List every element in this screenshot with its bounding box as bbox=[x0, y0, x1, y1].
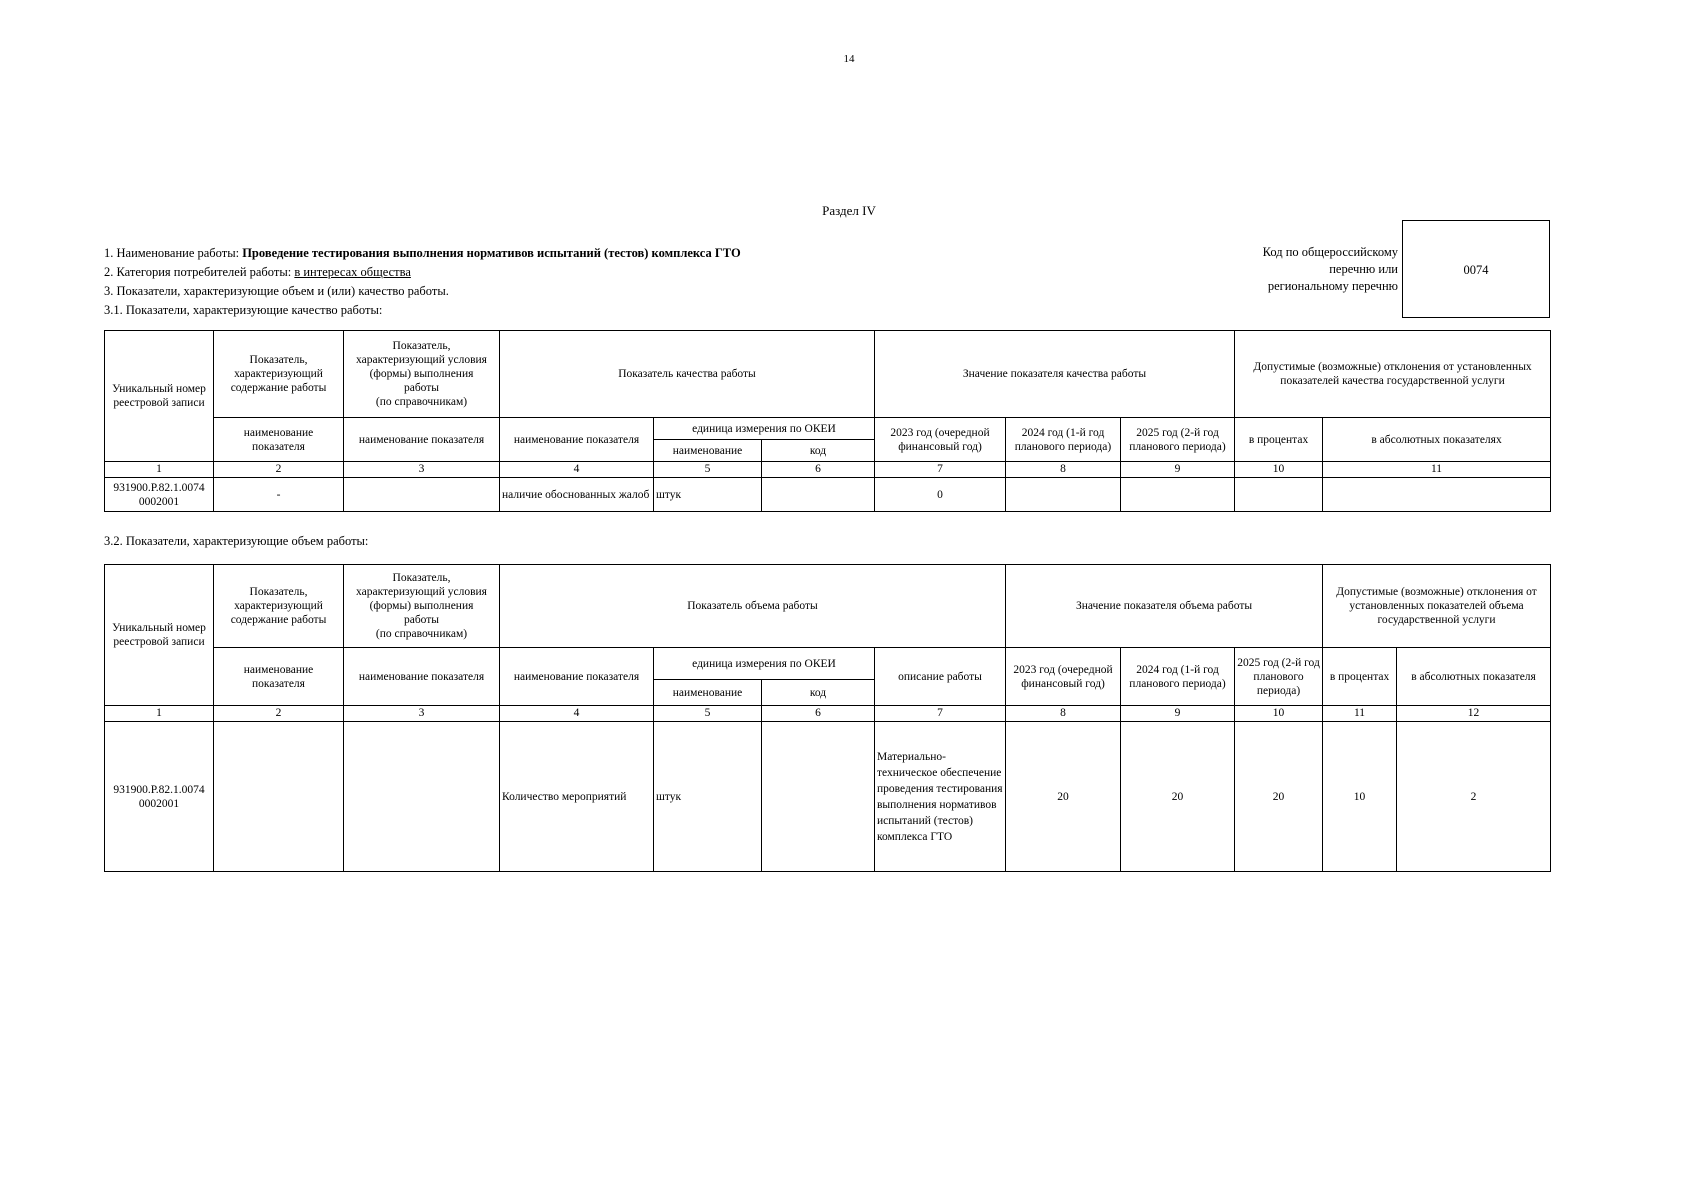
cell-indicator-name: Количество мероприятий bbox=[500, 722, 654, 872]
header-percent: в процентах bbox=[1235, 418, 1323, 462]
header-deviation: Допустимые (возможные) отклонения от установленных показателей качества государственной услуги bbox=[1235, 331, 1551, 418]
header-year-2025: 2025 год (2-й год планового периода) bbox=[1121, 418, 1235, 462]
cell-value-2025: 20 bbox=[1235, 722, 1323, 872]
page-number: 14 bbox=[843, 53, 855, 65]
header-indicator-name: наименование показателя bbox=[500, 418, 654, 462]
header-year-2024: 2024 год (1-й год планового периода) bbox=[1121, 648, 1235, 706]
cell-conditions bbox=[344, 478, 500, 512]
cell-value-2025 bbox=[1121, 478, 1235, 512]
header-indicator-name: наименование показателя bbox=[500, 648, 654, 706]
cell-unit-code bbox=[762, 478, 875, 512]
work-name-line bbox=[104, 246, 741, 261]
header-year-2024: 2024 год (1-й год планового периода) bbox=[1006, 418, 1121, 462]
header-okei-code: код bbox=[762, 680, 875, 706]
indicators-heading: 3. Показатели, характеризующие объем и (или) качество работы. bbox=[104, 284, 449, 298]
cell-percent: 10 bbox=[1323, 722, 1397, 872]
cell-absolute bbox=[1323, 478, 1551, 512]
header-content-indicator: Показатель, характеризующий содержание работы bbox=[214, 331, 344, 418]
registry-code-label: Код по общероссийскому перечню или региональному перечню bbox=[1262, 245, 1398, 293]
quality-indicators-table bbox=[104, 330, 1551, 512]
cell-unit-name: штук bbox=[654, 478, 762, 512]
header-conditions-indicator: Показатель, характеризующий условия (формы) выполнения работы (по справочникам) bbox=[344, 565, 500, 648]
header-work-description: описание работы bbox=[875, 648, 1006, 706]
table-row bbox=[105, 478, 1551, 512]
header-absolute: в абсолютных показателя bbox=[1397, 648, 1551, 706]
registry-code-value: 0074 bbox=[1463, 263, 1489, 277]
column-number-row: 1 2 3 4 5 6 7 8 9 10 11 bbox=[105, 462, 1551, 478]
header-volume-value: Значение показателя объема работы bbox=[1006, 565, 1323, 648]
header-year-2025: 2025 год (2-й год планового периода) bbox=[1235, 648, 1323, 706]
header-absolute: в абсолютных показателях bbox=[1323, 418, 1551, 462]
quality-indicators-heading: 3.1. Показатели, характеризующие качество работы: bbox=[104, 303, 383, 317]
header-percent: в процентах bbox=[1323, 648, 1397, 706]
consumer-category-label: 2. Категория потребителей работы: bbox=[104, 265, 295, 279]
cell-value-2023: 20 bbox=[1006, 722, 1121, 872]
cell-work-description: Материально-техническое обеспечение проведения тестирования выполнения нормативов испытаний (тестов) комплекса ГТО bbox=[875, 722, 1006, 872]
header-unique-number: Уникальный номер реестровой записи bbox=[105, 331, 214, 462]
header-okei-unit: единица измерения по ОКЕИ bbox=[654, 648, 875, 680]
cell-percent bbox=[1235, 478, 1323, 512]
column-number-row: 1 2 3 4 5 6 7 8 9 10 11 12 bbox=[105, 706, 1551, 722]
header-okei-code: код bbox=[762, 440, 875, 462]
header-quality-indicator: Показатель качества работы bbox=[500, 331, 875, 418]
cell-unit-code bbox=[762, 722, 875, 872]
cell-content bbox=[214, 722, 344, 872]
header-indicator-name: наименование показателя bbox=[344, 418, 500, 462]
work-name-label: 1. Наименование работы: bbox=[104, 246, 243, 260]
header-indicator-name: наименование показателя bbox=[214, 418, 344, 462]
header-indicator-name: наименование показателя bbox=[214, 648, 344, 706]
header-deviation: Допустимые (возможные) отклонения от установленных показателей объема государственной услуги bbox=[1323, 565, 1551, 648]
header-content-indicator: Показатель, характеризующий содержание работы bbox=[214, 565, 344, 648]
header-unique-number: Уникальный номер реестровой записи bbox=[105, 565, 214, 706]
cell-unique-number: 931900.Р.82.1.0074 0002001 bbox=[105, 722, 214, 872]
header-okei-name: наименование bbox=[654, 680, 762, 706]
table-row bbox=[105, 722, 1551, 872]
cell-value-2024: 20 bbox=[1121, 722, 1235, 872]
volume-indicators-heading: 3.2. Показатели, характеризующие объем работы: bbox=[104, 534, 369, 548]
header-okei-unit: единица измерения по ОКЕИ bbox=[654, 418, 875, 440]
cell-unique-number: 931900.Р.82.1.0074 0002001 bbox=[105, 478, 214, 512]
work-name-value: Проведение тестирования выполнения нормативов испытаний (тестов) комплекса ГТО bbox=[242, 246, 741, 260]
header-volume-indicator: Показатель объема работы bbox=[500, 565, 1006, 648]
cell-conditions bbox=[344, 722, 500, 872]
header-quality-value: Значение показателя качества работы bbox=[875, 331, 1235, 418]
cell-indicator-name: наличие обоснованных жалоб bbox=[500, 478, 654, 512]
cell-content: - bbox=[214, 478, 344, 512]
volume-indicators-table bbox=[104, 564, 1551, 872]
header-year-2023: 2023 год (очередной финансовый год) bbox=[875, 418, 1006, 462]
consumer-category-line bbox=[104, 265, 411, 280]
cell-value-2023: 0 bbox=[875, 478, 1006, 512]
cell-unit-name: штук bbox=[654, 722, 762, 872]
header-indicator-name: наименование показателя bbox=[344, 648, 500, 706]
cell-value-2024 bbox=[1006, 478, 1121, 512]
consumer-category-value: в интересах общества bbox=[294, 265, 411, 279]
section-title: Раздел IV bbox=[822, 203, 876, 218]
cell-absolute: 2 bbox=[1397, 722, 1551, 872]
header-okei-name: наименование bbox=[654, 440, 762, 462]
header-year-2023: 2023 год (очередной финансовый год) bbox=[1006, 648, 1121, 706]
header-conditions-indicator: Показатель, характеризующий условия (формы) выполнения работы (по справочникам) bbox=[344, 331, 500, 418]
